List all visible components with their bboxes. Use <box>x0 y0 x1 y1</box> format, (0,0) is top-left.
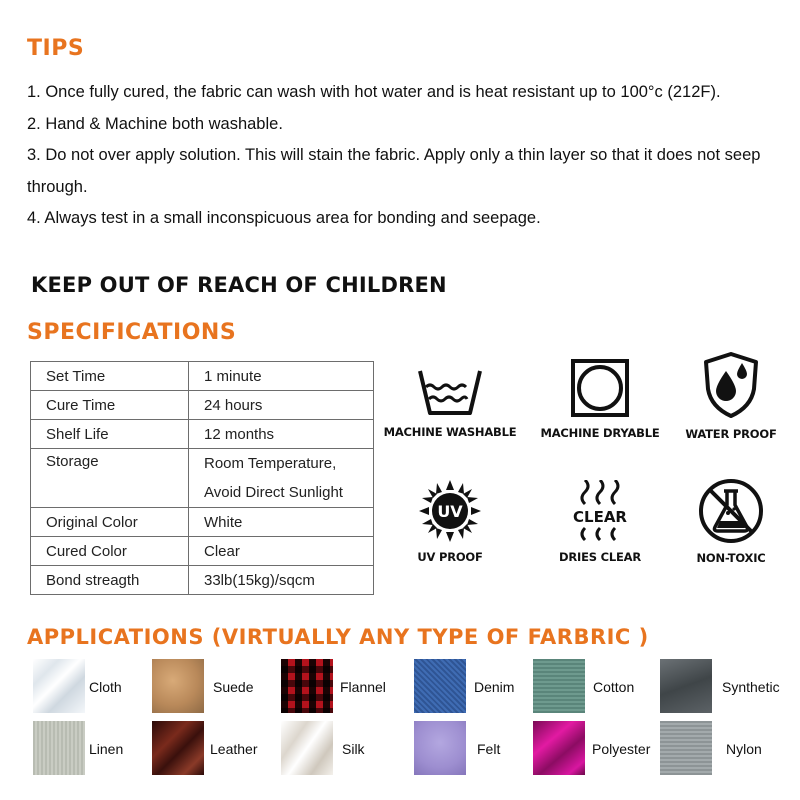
linen-swatch <box>33 721 85 775</box>
spec-value <box>189 449 374 508</box>
feature-label: MACHINE WASHABLE <box>383 425 517 439</box>
spec-label: Original Color <box>31 508 189 537</box>
fabric-label: Cloth <box>89 679 122 695</box>
felt-swatch <box>414 721 466 775</box>
fabric-label: Linen <box>89 741 124 757</box>
spec-value: Clear <box>189 537 374 566</box>
feature-label: UV PROOF <box>417 550 483 564</box>
fabric-polyester <box>533 721 658 781</box>
fabric-label: Polyester <box>592 741 651 757</box>
spec-row <box>31 449 374 508</box>
denim-swatch <box>414 659 466 713</box>
feature-water-proof <box>661 349 800 441</box>
spec-row <box>31 508 374 537</box>
applications-heading: APPLICATIONS (VIRTUALLY ANY TYPE OF FARBRIC ) <box>27 625 649 649</box>
spec-row <box>31 537 374 566</box>
fabric-synthetic <box>660 659 785 719</box>
tips-list <box>27 77 787 235</box>
fabric-label: Nylon <box>726 741 762 757</box>
fabric-felt <box>414 721 539 781</box>
flannel-swatch <box>281 659 333 713</box>
uv-icon-text: UV <box>437 502 463 521</box>
polyester-swatch <box>533 721 585 775</box>
spec-value: 24 hours <box>189 391 374 420</box>
washing-basin-icon <box>410 365 490 419</box>
spec-row <box>31 420 374 449</box>
cotton-swatch <box>533 659 585 713</box>
specifications-table <box>30 361 374 595</box>
fabric-leather <box>152 721 277 781</box>
feature-label: MACHINE DRYABLE <box>540 426 660 440</box>
fabric-linen <box>33 721 158 781</box>
feature-label: DRIES CLEAR <box>558 550 641 564</box>
fabric-silk <box>281 721 406 781</box>
uv-sun-icon <box>417 478 483 544</box>
feature-machine-washable <box>380 365 520 439</box>
spec-label: Set Time <box>31 362 189 391</box>
tip-item: 2. Hand & Machine both washable. <box>27 114 283 133</box>
tip-item: 4. Always test in a small inconspicuous area for bonding and seepage. <box>27 209 541 227</box>
water-shield-icon <box>696 349 766 421</box>
feature-label: NON-TOXIC <box>696 551 766 565</box>
fabric-label: Suede <box>213 679 254 695</box>
spec-value-line: Avoid Direct Sunlight <box>204 484 343 501</box>
fabric-label: Leather <box>210 741 258 757</box>
fabric-nylon <box>660 721 785 781</box>
spec-row <box>31 391 374 420</box>
cloth-swatch <box>33 659 85 713</box>
spec-label: Cured Color <box>31 537 189 566</box>
spec-row <box>31 566 374 595</box>
feature-label: WATER PROOF <box>685 427 777 441</box>
fabric-label: Flannel <box>340 679 386 695</box>
fabric-label: Synthetic <box>722 679 780 695</box>
spec-row <box>31 362 374 391</box>
spec-label: Shelf Life <box>31 420 189 449</box>
leather-swatch <box>152 721 204 775</box>
no-toxic-flask-icon <box>697 477 765 545</box>
fabric-label: Denim <box>474 679 515 695</box>
synthetic-swatch <box>660 659 712 713</box>
tip-item: 3. Do not over apply solution. This will stain the fabric. Apply only a thin layer so that it does not seep through. <box>27 146 761 196</box>
silk-swatch <box>281 721 333 775</box>
feature-dries-clear <box>530 480 670 564</box>
fabric-cotton <box>533 659 658 719</box>
spec-value: 33lb(15kg)/sqcm <box>189 566 374 595</box>
tip-item: 1. Once fully cured, the fabric can wash with hot water and is heat resistant up to 100°c (212F). <box>27 83 721 101</box>
specifications-heading: SPECIFICATIONS <box>27 320 237 345</box>
fabric-label: Silk <box>342 741 365 757</box>
tips-heading: TIPS <box>27 36 85 61</box>
spec-value: White <box>189 508 374 537</box>
feature-uv-proof <box>380 478 520 564</box>
fabric-label: Cotton <box>593 679 635 695</box>
clear-steam-icon <box>565 480 635 544</box>
suede-swatch <box>152 659 204 713</box>
spec-value: 1 minute <box>189 362 374 391</box>
clear-icon-text: CLEAR <box>573 508 627 526</box>
spec-value: 12 months <box>189 420 374 449</box>
spec-value-line: Room Temperature, <box>204 455 337 472</box>
nylon-swatch <box>660 721 712 775</box>
feature-machine-dryable <box>530 356 670 440</box>
fabric-cloth <box>33 659 158 719</box>
feature-non-toxic <box>661 477 800 565</box>
fabric-denim <box>414 659 539 719</box>
spec-label: Cure Time <box>31 391 189 420</box>
spec-label: Storage <box>31 449 189 508</box>
fabric-suede <box>152 659 277 719</box>
child-warning: KEEP OUT OF REACH OF CHILDREN <box>31 273 447 297</box>
spec-label: Bond streagth <box>31 566 189 595</box>
fabric-label: Felt <box>477 741 501 757</box>
dryer-icon <box>568 356 632 420</box>
fabric-flannel <box>281 659 406 719</box>
